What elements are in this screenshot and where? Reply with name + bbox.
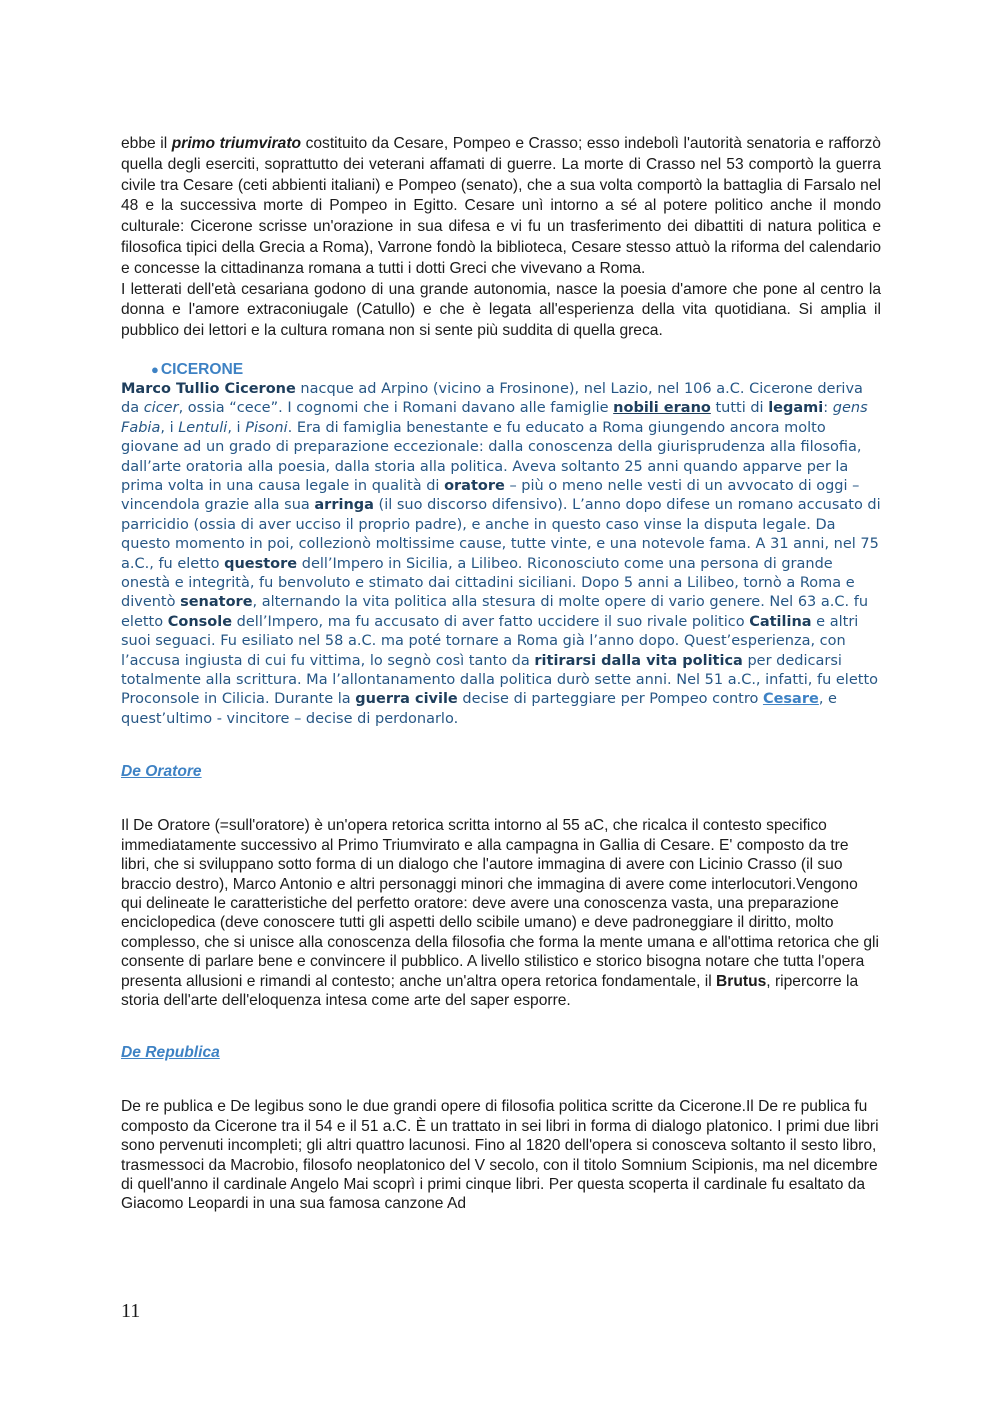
term-legami: legami [768,400,824,417]
text-run: , e quest’ultimo - vincitore – decise di perdonarlo. [121,691,837,727]
name-marco-tullio-cicerone: Marco Tullio Cicerone [121,380,296,397]
term-lentuli: Lentuli [178,419,228,436]
text-run: , ripercorre la storia dell'arte dell'eloquenza intesa come arte del saper esporre. [121,972,859,1009]
text-run: , i [160,419,179,436]
de-republica-paragraph: De re publica e De legibus sono le due grandi opere di filosofia politica scritte da Cicerone.Il De re publica fu composto da Cicerone tra il 54 e il 51 a.C. È un trattato in sei libri in forma di dialogo platonico. I primi due libri sono pervenuti incompleti; gli altri quattro lacunosi. Fino al 1820 dell'opera si conosceva soltanto il sesto libro, trasmessoci da Macrobio, filosofo neoplatonico del V secolo, con il titolo Somnium Scipionis, ma nel dicembre di quell'anno il cardinale Angelo Mai scoprì i primi cinque libri. Per questa scoperta il cardinale fu esaltato da Giacomo Leopardi in una sua famosa canzone Ad [121,1098,879,1213]
text-run: , alternando la vita politica alla stesura di molte opere di vario genere. Nel 63 a.C. fu eletto [121,594,869,630]
term-nobili-erano: nobili erano [613,400,711,417]
cesare-link[interactable]: Cesare [762,691,819,708]
text-run: nacque ad Arpino (vicino a Frosinone), nel Lazio, nel 106 a.C. Cicerone deriva da [121,380,863,417]
term-cicer: cicer [143,400,179,417]
intro-paragraph-1 [121,134,881,280]
term-questore: questore [224,555,298,572]
cicerone-biography [121,380,881,729]
term-console: Console [167,613,233,630]
text-run: Il De Oratore (=sull'oratore) è un'opera retorica scritta intorno al 55 aC, che ricalca il contesto specifico immediatamente successivo al Primo Triumvirato e alla campagna in Gallia di Cesare. E' composto da tre libri, che si sviluppano sotto forma di un dialogo che l'autore immagina di avere con Licinio Crasso (il suo braccio destro), Marco Antonio e altri personaggi minori che immagina di avere come interlocutori.Vengono qui delineate le caratteristiche del perfetto oratore: deve avere una conoscenza vasta, una preparazione enciclopedica (deve conoscere tutti gli aspetti dello scibile umano) e deve padroneggiare il diritto, molto complesso, che si unisce alla conoscenza della filosofia che forma la mente umana e all'ottima retorica che gli consente di parlare bene e convincere il pubblico. A livello stilistico e storico bisogna notare che tutta l'opera presenta allusioni e rimandi al contesto; anche un'altra opera retorica fondamentale, il [121,817,879,990]
bullet-icon: ● [151,361,159,377]
term-gens-fabia: gens Fabia [121,400,868,436]
section-heading-cicerone [151,360,881,380]
de-oratore-paragraph [121,816,881,1010]
text-run: dell’Impero, ma fu accusato di aver fatto uccidere il suo rivale politico [232,613,750,630]
text-run: ebbe il [121,135,172,152]
heading-text: CICERONE [160,360,244,378]
intro-paragraph-2: I letterati dell'età cesariana godono di una grande autonomia, nasce la poesia d'amore che pone al centro la donna e l'amore extraconiugale (Catullo) e che è legata all'esperienza della vita quotidiana. Si amplia il pubblico dei lettori e la cultura romana non si sente più suddita di quella greca. [121,280,881,340]
term-guerra-civile: guerra civile [355,691,458,708]
text-run: , i [227,419,246,436]
text-run: decise di parteggiare per Pompeo contro [457,691,763,708]
text-run: , ossia “cece”. I cognomi che i Romani davano alle famiglie [178,400,614,417]
de-oratore-heading-link[interactable]: De Oratore [121,763,202,781]
term-senatore: senatore [180,594,253,611]
text-run: : [823,400,833,417]
term-ritirarsi-dalla-vita-politica: ritirarsi dalla vita politica [534,652,743,669]
term-brutus: Brutus [716,972,767,990]
text-run: – più o meno nelle vesti di un avvocato di oggi – vincendola grazie alla sua [121,478,860,514]
term-catilina: Catilina [749,613,812,630]
text-run: . Era di famiglia benestante e fu educato a Roma giungendo ancora molto giovane ad un grado di preparazione eccezionale: dalla conoscenza della giurisprudenza alla filosofia, dall’arte oratoria alla poesia, dalla storia alla politica. Aveva soltanto 25 anni quando apparve per la prima volta in una causa legale in qualità di [121,419,862,494]
page-content [121,134,881,1214]
page-number: 11 [121,1300,141,1322]
text-run: dell’Impero in Sicilia, a Lilibeo. Riconosciuto come una persona di grande onestà e integrità, fu benvoluto e stimato dai cittadini siciliani. Dopo 5 anni a Lilibeo, tornò a Roma e diventò [121,555,855,611]
term-oratore: oratore [444,478,505,494]
text-run: costituito da Cesare, Pompeo e Crasso; esso indebolì l'autorità senatoria e rafforzò quella degli eserciti, soprattutto dei veterani affamati di guerre. La morte di Crasso nel 53 comportò la guerra civile tra Cesare (ceti abbienti italiani) e Pompeo (senato), che a sua volta comportò la battaglia di Farsalo nel 48 e la successiva morte di Pompeo in Egitto. Cesare unì intorno a sé al potere politico anche il mondo culturale: Cicerone scrisse un'orazione in sua difesa e vi fu un trasferimento dei dibattiti di natura politica e filosofica tipici della Grecia a Roma), Varrone fondò la biblioteca, Cesare stesso attuò la riforma del calendario e concesse la cittadinanza romana a tutti i dotti Greci che vivevano a Roma. [121,135,881,277]
text-run: tutti di [710,400,769,417]
term-pisoni: Pisoni [245,419,288,436]
text-run: (il suo discorso difensivo). L’anno dopo difese un romano accusato di parricidio (ossia di aver ucciso il proprio padre), e anche in questo caso vinse la disputa legale. Da questo momento in poi, collezionò moltissime cause, tutte vinte, e una notevole fama. A 31 anni, nel 75 a.C., fu eletto [121,497,881,572]
de-republica-heading-link[interactable]: De Republica [121,1044,220,1062]
text-run: per dedicarsi totalmente alla scrittura. Ma l’allontanamento dalla politica durò sette anni. Nel 51 a.C., infatti, fu eletto Proconsole in Cilicia. Durante la [121,652,878,708]
text-run: e altri suoi seguaci. Fu esiliato nel 58 a.C. ma poté tornare a Roma già l’anno dopo. Quest’esperienza, con l’accusa ingiusta di cui fu vittima, lo segnò così tanto da [121,613,859,669]
term-primo-triumvirato: primo triumvirato [171,135,302,152]
term-arringa: arringa [314,497,374,514]
